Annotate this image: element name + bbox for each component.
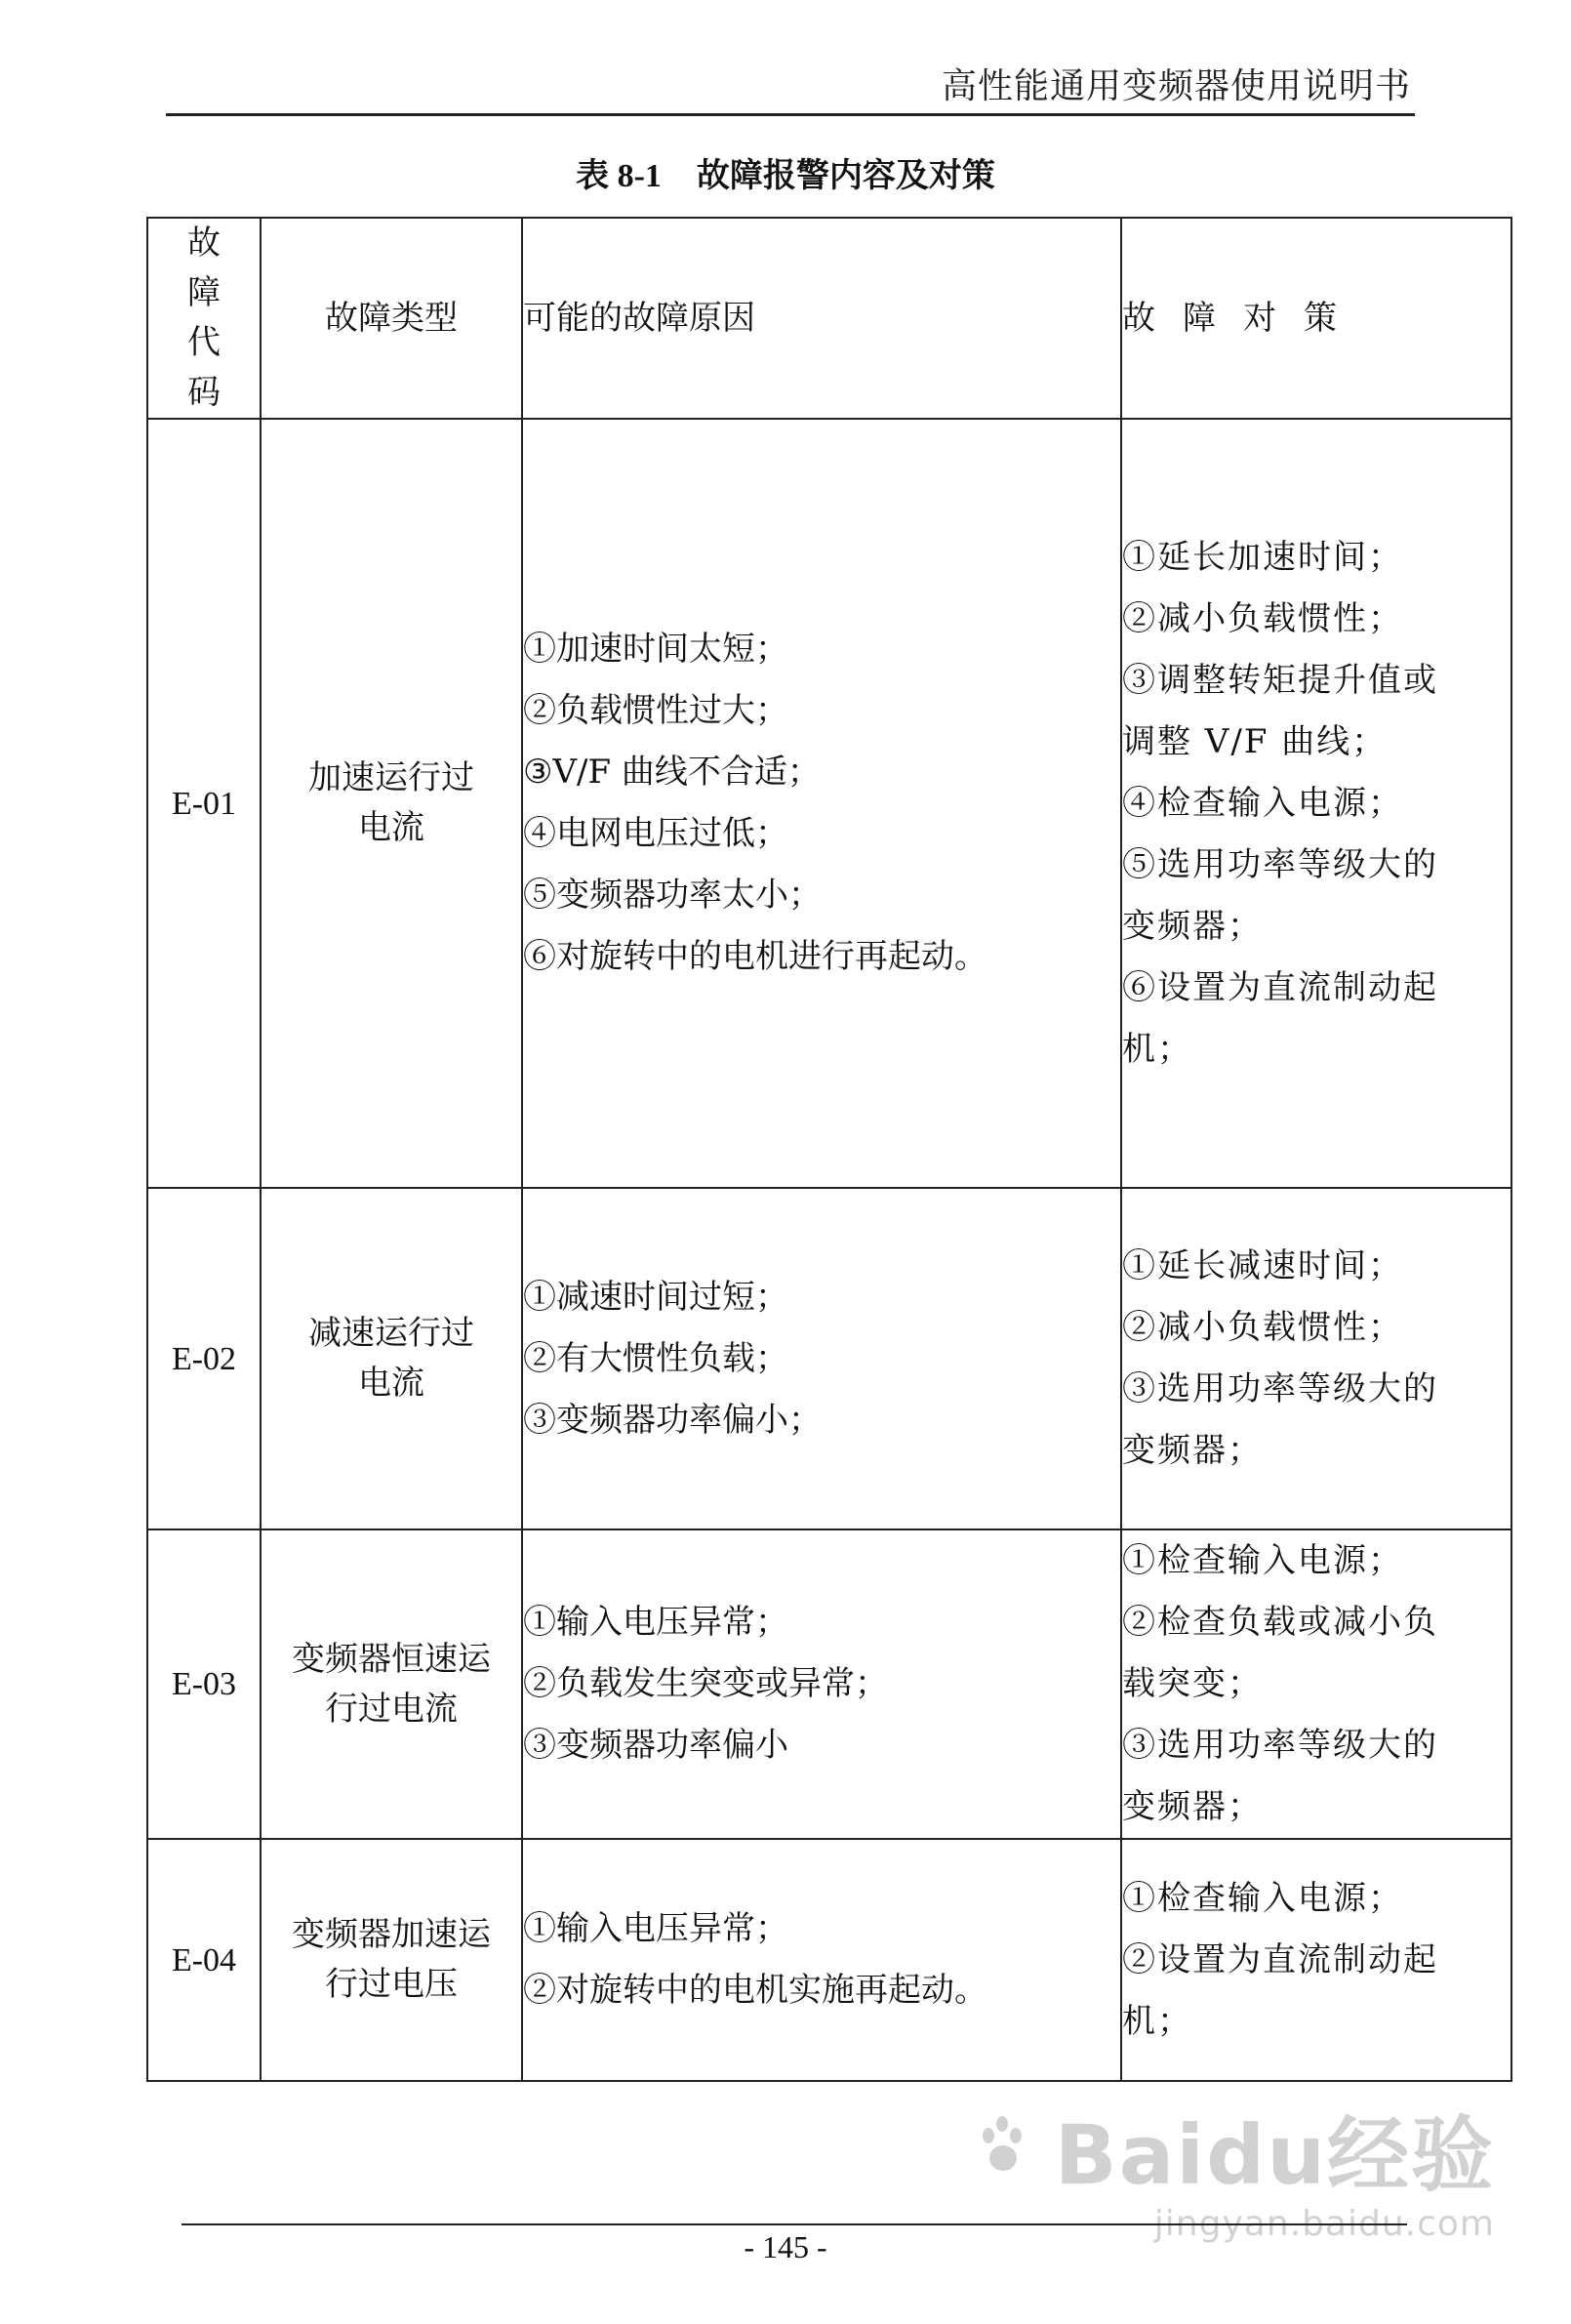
header-fault-code [147, 218, 261, 419]
fault-type-cell [261, 1839, 522, 2081]
watermark-logo-text: Baidu经验 [1054, 2107, 1495, 2203]
cause-item: ②负载惯性过大； [523, 691, 788, 730]
fault-type-line: 电流 [358, 808, 424, 847]
fault-type-line: 加速运行过 [308, 758, 474, 797]
countermeasure-cell [1121, 1529, 1511, 1839]
cause-item: ②对旋转中的电机实施再起动。 [523, 1971, 987, 2010]
fault-code-cell: E-02 [147, 1188, 261, 1529]
header-fault-code-char: 码 [187, 373, 221, 412]
cause-item: ⑤变频器功率太小； [523, 876, 822, 915]
countermeasure-item: ①检查输入电源； [1122, 1541, 1403, 1580]
countermeasure-item: ①延长减速时间； [1122, 1246, 1403, 1285]
countermeasure-item: 变频器； [1122, 1431, 1263, 1470]
table-row [147, 1188, 1511, 1529]
cause-item: ④电网电压过低； [523, 814, 788, 853]
paw-icon [981, 2114, 1024, 2173]
cause-item: ③V/F 曲线不合适； [523, 753, 821, 792]
fault-type-line: 行过电压 [325, 1965, 458, 2004]
fault-type-cell [261, 1188, 522, 1529]
header-fault-code-char: 代 [187, 323, 221, 362]
countermeasure-item: ①延长加速时间； [1122, 537, 1403, 577]
countermeasure-item: ③选用功率等级大的 [1122, 1726, 1438, 1765]
cause-item: ①加速时间太短； [523, 630, 788, 669]
fault-type-line: 行过电流 [325, 1689, 458, 1729]
table-row [147, 1529, 1511, 1839]
countermeasure-item: ①检查输入电源； [1122, 1878, 1403, 1918]
fault-code-cell: E-03 [147, 1529, 261, 1839]
cause-item: ②有大惯性负载； [523, 1338, 788, 1378]
fault-cause-cell [522, 1839, 1121, 2081]
fault-code-cell: E-01 [147, 419, 261, 1188]
fault-cause-cell [522, 1188, 1121, 1529]
table-header-row [147, 218, 1511, 419]
page-number: - 145 - [744, 2229, 827, 2264]
cause-item: ②负载发生突变或异常； [523, 1664, 888, 1703]
fault-type-line: 减速运行过 [308, 1314, 474, 1353]
fault-type-cell [261, 419, 522, 1188]
table-caption-text: 故障报警内容及对策 [696, 156, 995, 195]
header-divider [166, 113, 1415, 116]
header-possible-cause: 可能的故障原因 [522, 218, 1121, 419]
countermeasure-cell [1121, 419, 1511, 1188]
countermeasure-item: 变频器； [1122, 906, 1263, 946]
cause-item: ③变频器功率偏小 [523, 1726, 788, 1765]
fault-type-cell [261, 1529, 522, 1839]
fault-code-cell: E-04 [147, 1839, 261, 2081]
cause-item: ①输入电压异常； [523, 1909, 788, 1948]
table-row [147, 419, 1511, 1188]
countermeasure-item: ②减小负载惯性； [1122, 598, 1403, 638]
cause-item: ①输入电压异常； [523, 1603, 788, 1642]
fault-cause-cell [522, 419, 1121, 1188]
fault-type-line: 变频器恒速运 [292, 1639, 491, 1679]
countermeasure-item: 载突变； [1122, 1664, 1263, 1703]
cause-item: ①减速时间过短； [523, 1277, 788, 1317]
countermeasure-item: 调整 V/F 曲线； [1122, 721, 1388, 761]
countermeasure-item: ②设置为直流制动起 [1122, 1939, 1438, 1979]
countermeasure-item: ⑥设置为直流制动起 [1122, 967, 1438, 1007]
countermeasure-item: ③选用功率等级大的 [1122, 1369, 1438, 1408]
watermark-url: jingyan.baidu.com [1153, 2204, 1495, 2244]
header-fault-code-char: 故 [187, 224, 221, 263]
fault-type-line: 变频器加速运 [292, 1915, 491, 1954]
countermeasure-item: ⑤选用功率等级大的 [1122, 844, 1438, 884]
table-caption-number: 表 8-1 [576, 158, 662, 194]
baidu-logo [981, 2107, 1495, 2203]
countermeasure-item: ②减小负载惯性； [1122, 1308, 1403, 1347]
countermeasure-item: ③调整转矩提升值或 [1122, 660, 1438, 700]
document-header-title: 高性能通用变频器使用说明书 [941, 66, 1411, 106]
header-fault-code-char: 障 [187, 273, 221, 312]
cause-item: ⑥对旋转中的电机进行再起动。 [523, 937, 987, 976]
countermeasure-item: 变频器； [1122, 1787, 1263, 1826]
cause-item: ③变频器功率偏小； [523, 1400, 822, 1440]
fault-cause-cell [522, 1529, 1121, 1839]
fault-alarm-table [146, 217, 1512, 2082]
header-countermeasure: 故障对策 [1121, 218, 1511, 419]
countermeasure-item: 机； [1122, 2001, 1192, 2041]
header-fault-type: 故障类型 [261, 218, 522, 419]
countermeasure-item: 机； [1122, 1029, 1192, 1069]
countermeasure-item: ④检查输入电源； [1122, 783, 1403, 823]
footer-divider [181, 2223, 1407, 2225]
table-caption [0, 148, 1571, 196]
fault-type-line: 电流 [358, 1364, 424, 1403]
table-row [147, 1839, 1511, 2081]
countermeasure-item: ②检查负载或减小负 [1122, 1603, 1438, 1642]
countermeasure-cell [1121, 1839, 1511, 2081]
countermeasure-cell [1121, 1188, 1511, 1529]
